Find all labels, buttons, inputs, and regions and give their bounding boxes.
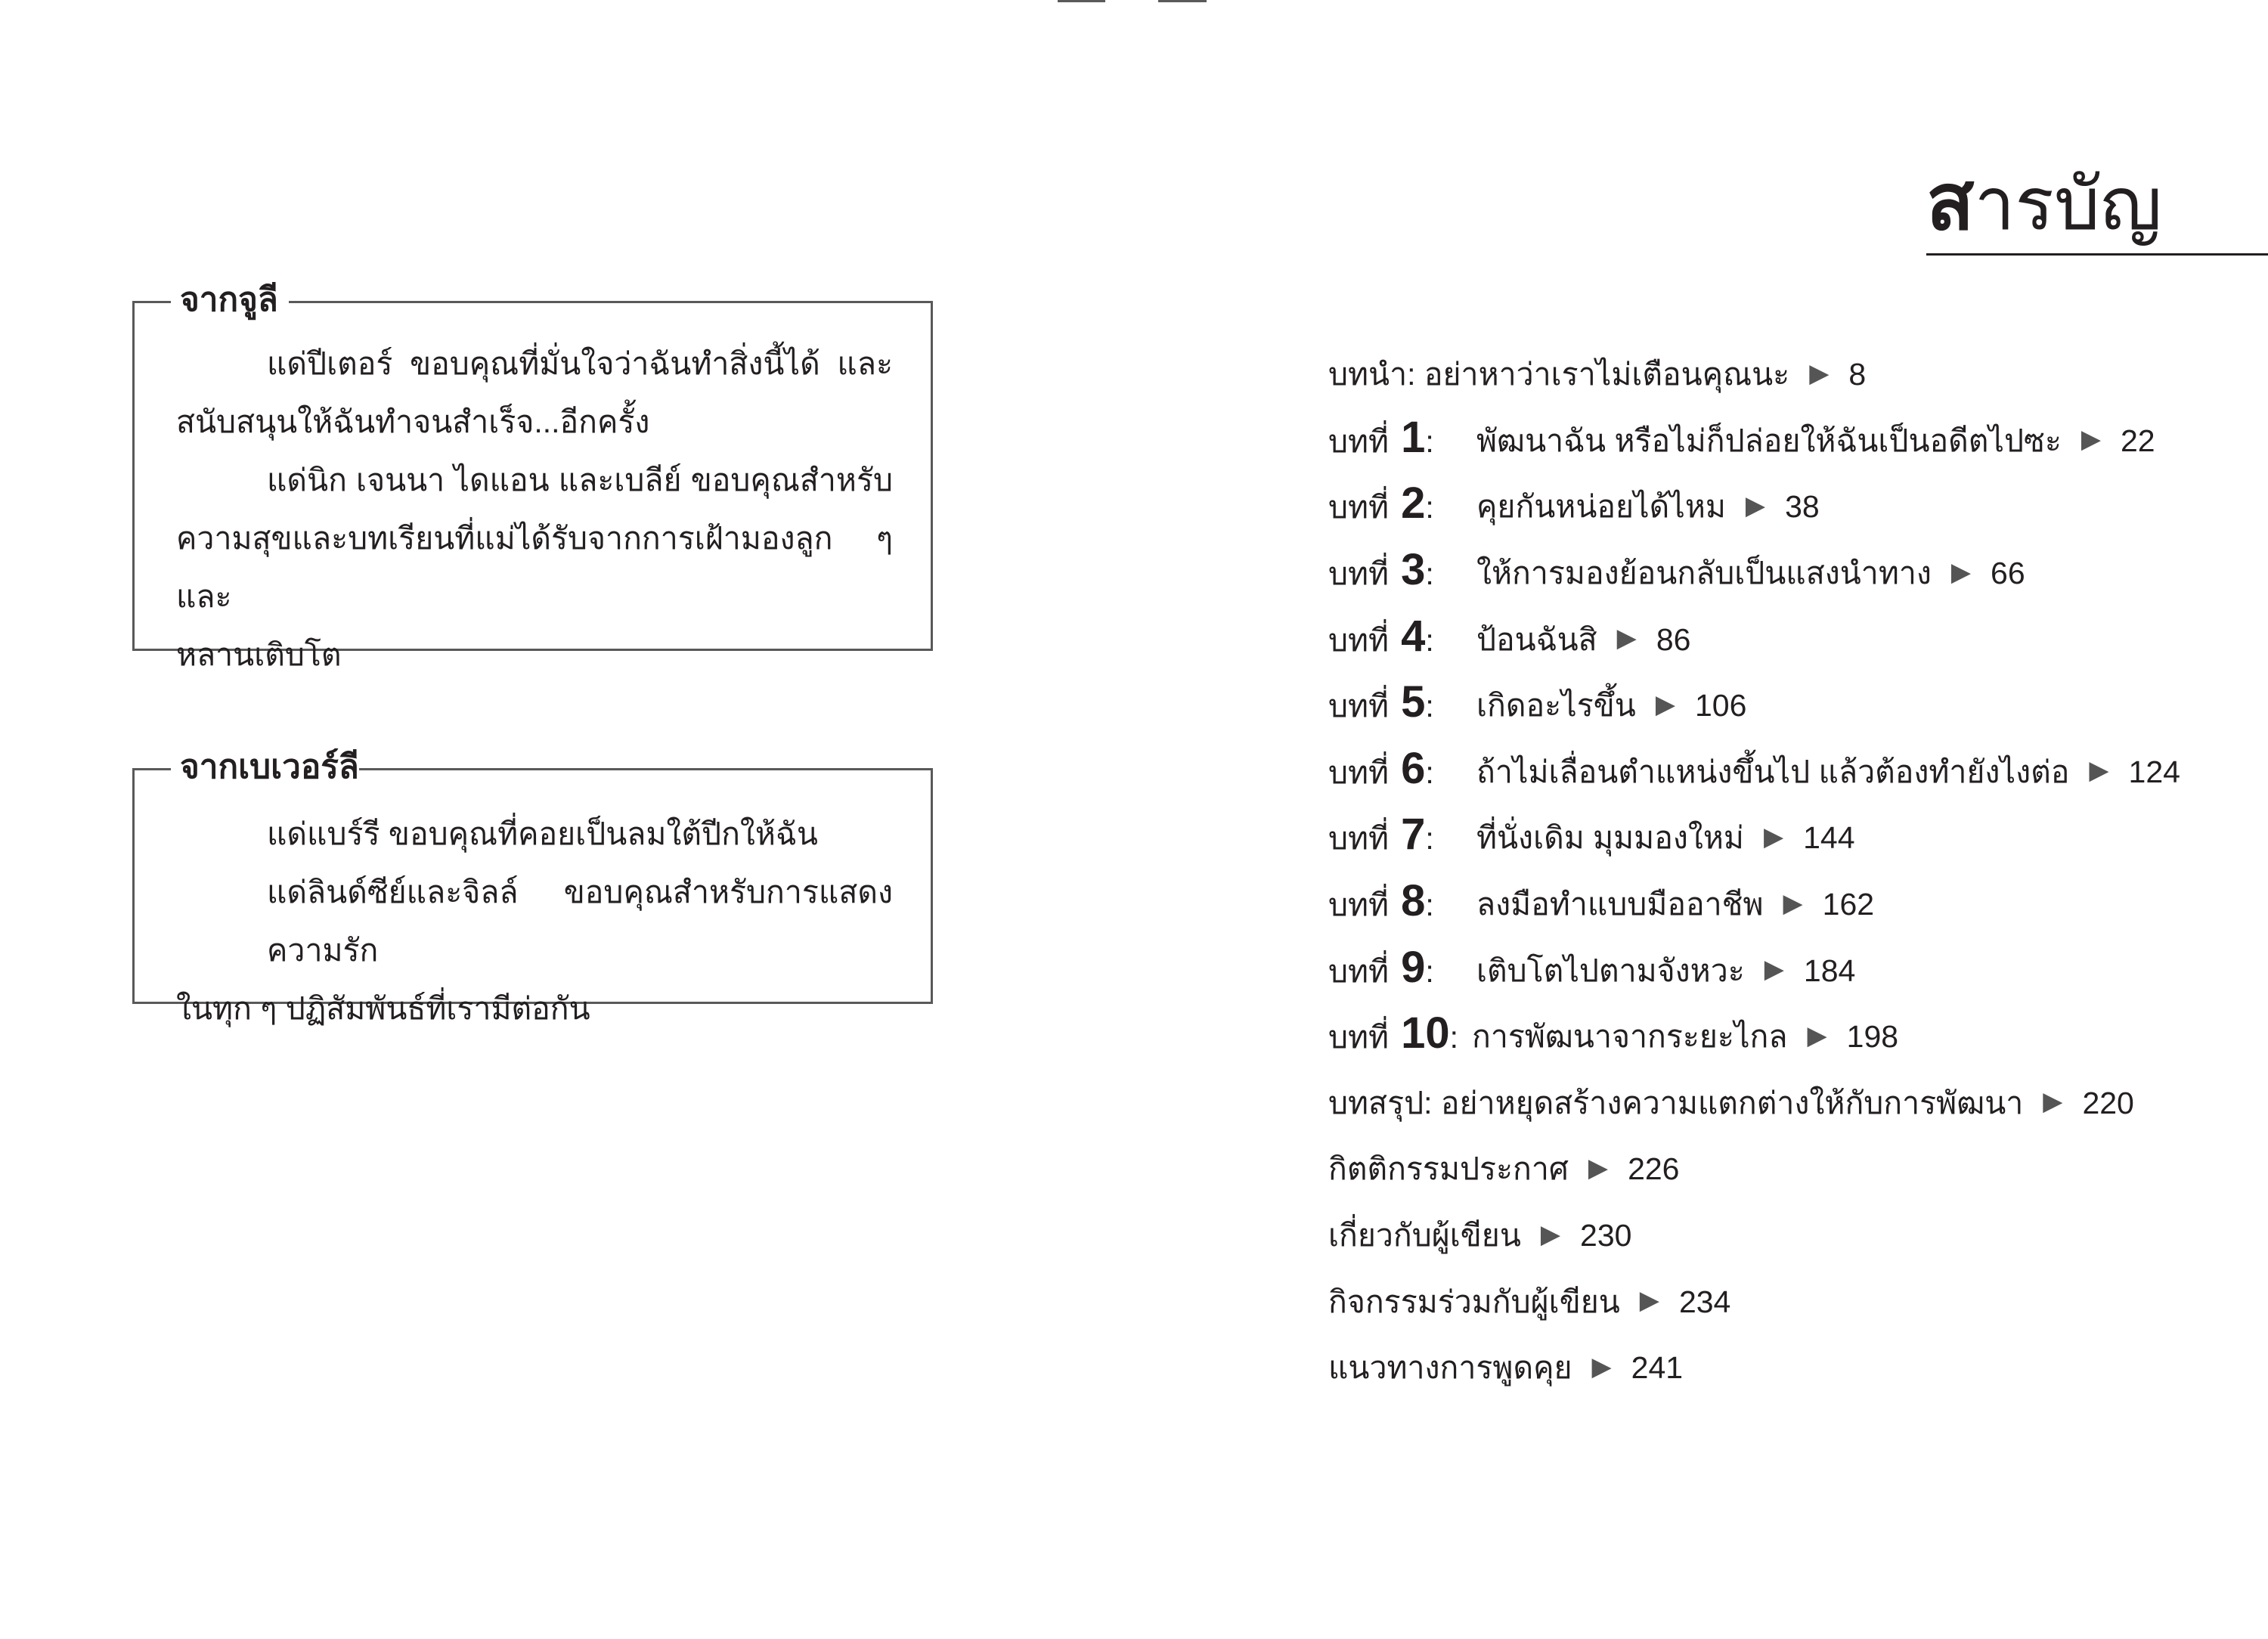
dedication-line: แด่ลินด์ซีย์และจิลล์ ขอบคุณสำหรับการแสดงความรัก [267, 875, 893, 968]
toc-page-number: 230 [1580, 1218, 1632, 1253]
chapter-label: บทที่ 5 : [1328, 680, 1476, 731]
dedication-label: จากจูลี [171, 276, 289, 324]
page-title [1926, 156, 2162, 248]
chapter-label: บทที่ 7 : [1328, 813, 1476, 863]
chapter-label: บทที่ 9 : [1328, 946, 1476, 996]
chapter-number: 4 [1401, 611, 1426, 661]
play-arrow-icon: ▶ [1807, 1021, 1827, 1050]
crop-mark-left [1058, 0, 1105, 2]
toc-entry-chapter-1[interactable] [1328, 408, 2180, 475]
chapter-label: บทที่ 1 : [1328, 416, 1476, 466]
toc-entry-title: คุยกันหน่อยได้ไหม [1476, 489, 1726, 525]
toc-entry-title: อย่าหาว่าเราไม่เตือนคุณนะ [1424, 357, 1790, 392]
toc-page-number: 241 [1631, 1350, 1684, 1386]
chapter-number: 8 [1401, 876, 1426, 926]
play-arrow-icon: ▶ [2089, 756, 2109, 785]
toc-entry-chapter-8[interactable] [1328, 872, 2180, 938]
chapter-word: บทที่ [1328, 754, 1390, 790]
toc-entry-title: ถ้าไม่เลื่อนตำแหน่งขึ้นไป แล้วต้องทำยังไงต่อ [1476, 754, 2070, 789]
chapter-word: บทที่ [1328, 490, 1390, 525]
chapter-word: บทที่ [1328, 689, 1390, 724]
toc-entry-chapter-2[interactable] [1328, 474, 2180, 541]
play-arrow-icon: ▶ [1950, 557, 1972, 587]
dedication-line: แด่แบร์รี ขอบคุณที่คอยเป็นลมใต้ปีกให้ฉัน [267, 816, 818, 851]
toc-entry-chapter-4[interactable] [1328, 606, 2180, 673]
toc-entry-about-authors[interactable] [1328, 1203, 2180, 1269]
toc-entry-title: กิจกรรมร่วมกับผู้เขียน [1328, 1284, 1620, 1319]
title-initial: ส [1926, 156, 1975, 248]
dedication-line: หลานเติบโต [176, 637, 342, 672]
dedication-box-julie [132, 281, 933, 672]
chapter-word: บทที่ [1328, 953, 1390, 989]
toc-list [1328, 342, 2180, 1402]
toc-entry-chapter-5[interactable] [1328, 673, 2180, 739]
dedication-label: จากเบเวอร์ลี [171, 743, 359, 792]
chapter-number: 10 [1401, 1008, 1450, 1058]
toc-entry-conclusion[interactable] [1328, 1070, 2180, 1137]
crop-mark-right [1158, 0, 1207, 2]
chapter-label: บทที่ 3 : [1328, 548, 1476, 599]
toc-entry-chapter-9[interactable] [1328, 937, 2180, 1004]
toc-page-number: 220 [2082, 1085, 2134, 1120]
toc-page-number: 22 [2121, 423, 2155, 458]
chapter-word: บทที่ [1328, 1020, 1390, 1055]
toc-entry-chapter-7[interactable] [1328, 805, 2180, 872]
toc-page-number: 162 [1822, 887, 1875, 922]
toc-page-number: 86 [1656, 621, 1691, 657]
dedication-text [176, 805, 893, 1038]
chapter-number: 7 [1401, 810, 1426, 860]
chapter-number: 3 [1401, 545, 1426, 595]
chapter-number: 6 [1401, 743, 1426, 793]
chapter-label: บทที่ 8 : [1328, 879, 1476, 930]
chapter-label: บทที่ 10 : [1328, 1012, 1458, 1062]
chapter-word: บทที่ [1328, 423, 1390, 459]
chapter-number: 9 [1401, 942, 1426, 992]
toc-entry-author-activities[interactable] [1328, 1269, 2180, 1335]
toc-entry-title: แนวทางการพูดคุย [1328, 1350, 1572, 1386]
play-arrow-icon: ▶ [1809, 358, 1830, 388]
play-arrow-icon: ▶ [1591, 1352, 1612, 1381]
dedication-line: สนับสนุนให้ฉันทำจนสำเร็จ...อีกครั้ง [176, 404, 650, 439]
title-rest: ารบัญ [1974, 162, 2162, 246]
play-arrow-icon: ▶ [1745, 491, 1766, 520]
toc-page-number: 226 [1628, 1151, 1680, 1187]
chapter-word: บทที่ [1328, 622, 1390, 658]
toc-entry-title: กิตติกรรมประกาศ [1328, 1151, 1569, 1187]
toc-entry-title: อย่าหยุดสร้างความแตกต่างให้กับการพัฒนา [1440, 1085, 2024, 1120]
toc-page-number: 66 [1991, 556, 2025, 591]
play-arrow-icon: ▶ [1655, 689, 1675, 719]
toc-page-number: 198 [1846, 1019, 1899, 1055]
dedication-line: ความสุขและบทเรียนที่แม่ได้รับจากการเฝ้ามองลูก ๆ และ [176, 521, 893, 614]
toc-entry-title: เติบโตไปตามจังหวะ [1476, 953, 1745, 988]
dedication-text [176, 335, 893, 684]
chapter-word: บทที่ [1328, 821, 1390, 857]
toc-prefix: บทนำ: [1328, 357, 1416, 392]
toc-entry-title: เกิดอะไรขึ้น [1476, 688, 1636, 723]
play-arrow-icon: ▶ [1763, 822, 1784, 851]
toc-entry-acknowledgements[interactable] [1328, 1136, 2180, 1203]
toc-page-number: 124 [2128, 754, 2180, 789]
play-arrow-icon: ▶ [1783, 888, 1803, 918]
play-arrow-icon: ▶ [1639, 1286, 1659, 1315]
play-arrow-icon: ▶ [1540, 1219, 1561, 1249]
title-underline [1926, 253, 2268, 256]
toc-prefix: บทสรุป: [1328, 1085, 1433, 1120]
toc-entry-chapter-6[interactable] [1328, 739, 2180, 806]
dedication-line: แด่นิก เจนนา ไดแอน และเบลีย์ ขอบคุณสำหรับ [267, 463, 893, 497]
chapter-number: 1 [1401, 412, 1426, 462]
toc-entry-title: ป้อนฉันสิ [1476, 621, 1597, 657]
chapter-label: บทที่ 2 : [1328, 482, 1476, 532]
dedication-line: แด่ปีเตอร์ ขอบคุณที่มั่นใจว่าฉันทำสิ่งนี้ได้ และ [267, 346, 893, 381]
toc-page-number: 234 [1678, 1284, 1731, 1319]
toc-page-number: 8 [1848, 357, 1867, 392]
toc-page-number: 144 [1803, 820, 1855, 856]
dedication-line: ในทุก ๆ ปฏิสัมพันธ์ที่เรามีต่อกัน [176, 991, 590, 1026]
chapter-label: บทที่ 4 : [1328, 615, 1476, 665]
toc-entry-title: การพัฒนาจากระยะไกล [1472, 1019, 1788, 1055]
dedication-box-beverly [132, 748, 933, 1026]
chapter-word: บทที่ [1328, 556, 1390, 592]
play-arrow-icon: ▶ [1616, 624, 1637, 653]
toc-entry-chapter-10[interactable] [1328, 1004, 2180, 1070]
play-arrow-icon: ▶ [2043, 1087, 2063, 1117]
toc-entry-intro[interactable] [1328, 342, 2180, 408]
toc-entry-discussion-guide[interactable] [1328, 1335, 2180, 1402]
toc-entry-title: พัฒนาฉัน หรือไม่ก็ปล่อยให้ฉันเป็นอดีตไปซะ [1476, 423, 2062, 458]
chapter-number: 5 [1401, 677, 1426, 727]
chapter-label: บทที่ 6 : [1328, 747, 1476, 798]
toc-page-number: 184 [1803, 953, 1856, 988]
play-arrow-icon: ▶ [2081, 425, 2101, 454]
play-arrow-icon: ▶ [1764, 955, 1784, 984]
play-arrow-icon: ▶ [1588, 1153, 1609, 1182]
chapter-word: บทที่ [1328, 888, 1390, 923]
chapter-number: 2 [1401, 479, 1426, 528]
toc-entry-title: เกี่ยวกับผู้เขียน [1328, 1218, 1521, 1253]
toc-entry-title: ให้การมองย้อนกลับเป็นแสงนำทาง [1476, 556, 1932, 591]
toc-page-number: 38 [1785, 489, 1820, 525]
toc-entry-title: ที่นั่งเดิม มุมมองใหม่ [1476, 820, 1744, 856]
toc-page-number: 106 [1694, 688, 1747, 723]
toc-entry-title: ลงมือทำแบบมืออาชีพ [1476, 887, 1764, 922]
toc-entry-chapter-3[interactable] [1328, 541, 2180, 607]
